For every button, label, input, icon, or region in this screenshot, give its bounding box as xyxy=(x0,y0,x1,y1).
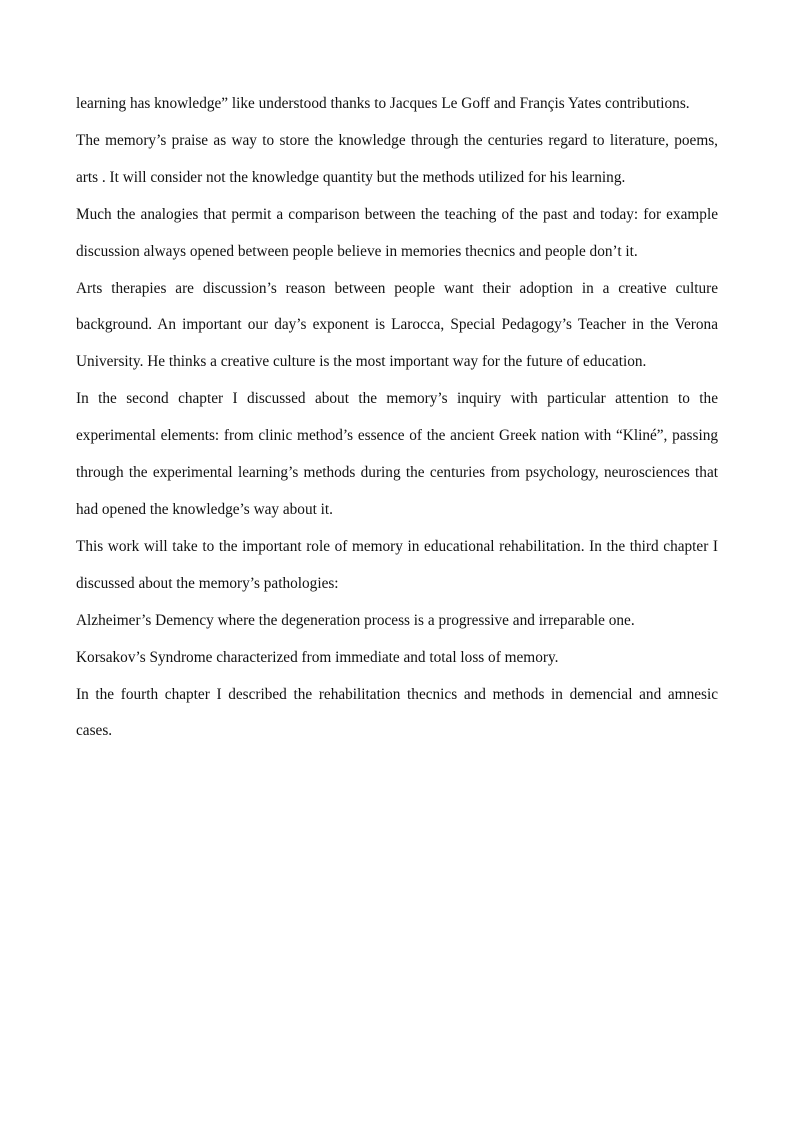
paragraph-alzheimer: Alzheimer’s Demency where the degeneration process is a progressive and irreparable one. xyxy=(76,611,635,629)
paragraph-third-chapter: This work will take to the important role of memory in educational rehabilitation. In the third chapter I discussed about the memory’s pathologies: xyxy=(76,537,718,592)
paragraph-arts-therapies: Arts therapies are discussion’s reason between people want their adoption in a creative culture background. An important our day’s exponent is Larocca, Special Pedagogy’s Teacher in the Verona University. He thinks a creative culture is the most important way for the future of education. xyxy=(76,279,718,371)
paragraph-le-goff-yates: learning has knowledge” like understood thanks to Jacques Le Goff and Françis Yates contributions. xyxy=(76,95,690,112)
document-body xyxy=(76,86,718,750)
paragraph-second-chapter: In the second chapter I discussed about the memory’s inquiry with particular attention to the experimental elements: from clinic method’s essence of the ancient Greek nation with “Kliné”, passing through the experimental learning’s methods during the centuries from psychology, neurosciences that had opened the knowledge’s way about it. xyxy=(76,390,718,518)
paragraph-memory-praise: The memory’s praise as way to store the knowledge through the centuries regard to literature, poems, arts . It will consider not the knowledge quantity but the methods utilized for his learning. xyxy=(76,131,718,186)
paragraph-analogies: Much the analogies that permit a comparison between the teaching of the past and today: for example discussion always opened between people believe in memories thecnics and people don’t it. xyxy=(76,205,718,260)
paragraph-fourth-chapter: In the fourth chapter I described the rehabilitation thecnics and methods in demencial and amnesic cases. xyxy=(76,685,718,740)
paragraph-korsakov: Korsakov’s Syndrome characterized from immediate and total loss of memory. xyxy=(76,648,559,666)
